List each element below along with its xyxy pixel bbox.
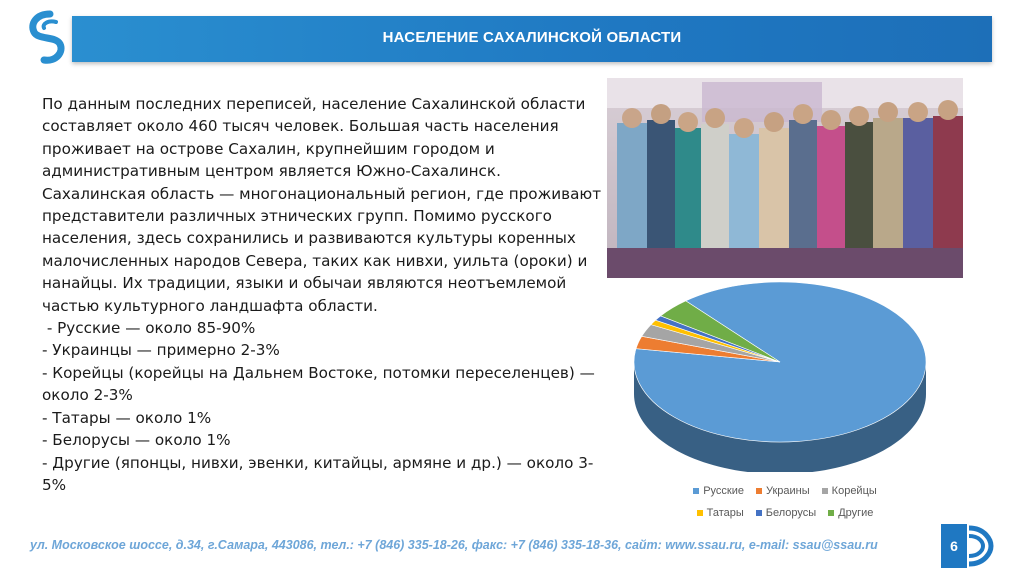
paragraph-population: По данным последних переписей, население Сахалинской области составляет около 460 тысяч человек. Большая часть населения проживает на острове Сахалин, крупнейшим городом и административным центром является Южно-Сахалинск. [42,95,586,181]
legend-item [697,507,744,519]
legend-item [756,507,816,519]
legend-swatch [756,510,762,516]
list-item: - Русские — около 85-90% [42,319,256,338]
list-item: - Татары — около 1% [42,408,212,427]
pie-chart [620,282,940,472]
university-logo-icon [26,10,74,68]
legend-label: Корейцы [831,485,877,497]
legend-label: Украины [766,485,810,497]
legend-row [660,502,910,524]
footer-contacts: ул. Московское шоссе, д.34, г.Самара, 443086, тел.: +7 (846) 335-18-26, факс: +7 (846) 335-18-36, сайт: www.ssau.ru, e-mail: ssau@ssau.ru [30,538,878,552]
list-item: - Украинцы — примерно 2-3% [42,341,280,360]
legend-swatch [756,488,762,494]
legend-item [828,507,873,519]
paragraph-ethnic: Сахалинская область — многонациональный регион, где проживают представители различных этнических групп. Помимо русского населения, здесь сохранились и развиваются культуры коренных малочисленных народов Севера, таких как нивхи, уильта (ороки) и нанайцы. Их традиции, языки и обычаи являются неотъемлемой частью культурного ландшафта области. [42,184,602,315]
page-title: НАСЕЛЕНИЕ САХАЛИНСКОЙ ОБЛАСТИ [382,29,682,46]
body-text [42,93,602,496]
ethnic-list [42,317,602,496]
legend-swatch [697,510,703,516]
list-item: - Корейцы (корейцы на Дальнем Востоке, потомки переселенцев) — около 2-3% [42,363,595,405]
legend-swatch [828,510,834,516]
legend-label: Другие [838,507,874,519]
chart-legend [660,480,910,524]
legend-label: Русские [703,485,744,497]
legend-swatch [693,488,699,494]
page-number: 6 [941,524,967,568]
list-item: - Белорусы — около 1% [42,431,231,450]
legend-row [660,480,910,502]
group-photo-image [607,78,963,278]
title-bar [72,16,992,62]
legend-label: Татары [706,507,744,519]
legend-item [693,485,744,497]
list-item: - Другие (японцы, нивхи, эвенки, китайцы, армяне и др.) — около 3-5% [42,453,594,494]
legend-item [756,485,810,497]
footer-logo-icon [965,522,995,570]
legend-swatch [822,488,828,494]
group-photo [607,78,963,278]
legend-label: Белорусы [765,507,817,519]
legend-item [822,485,877,497]
